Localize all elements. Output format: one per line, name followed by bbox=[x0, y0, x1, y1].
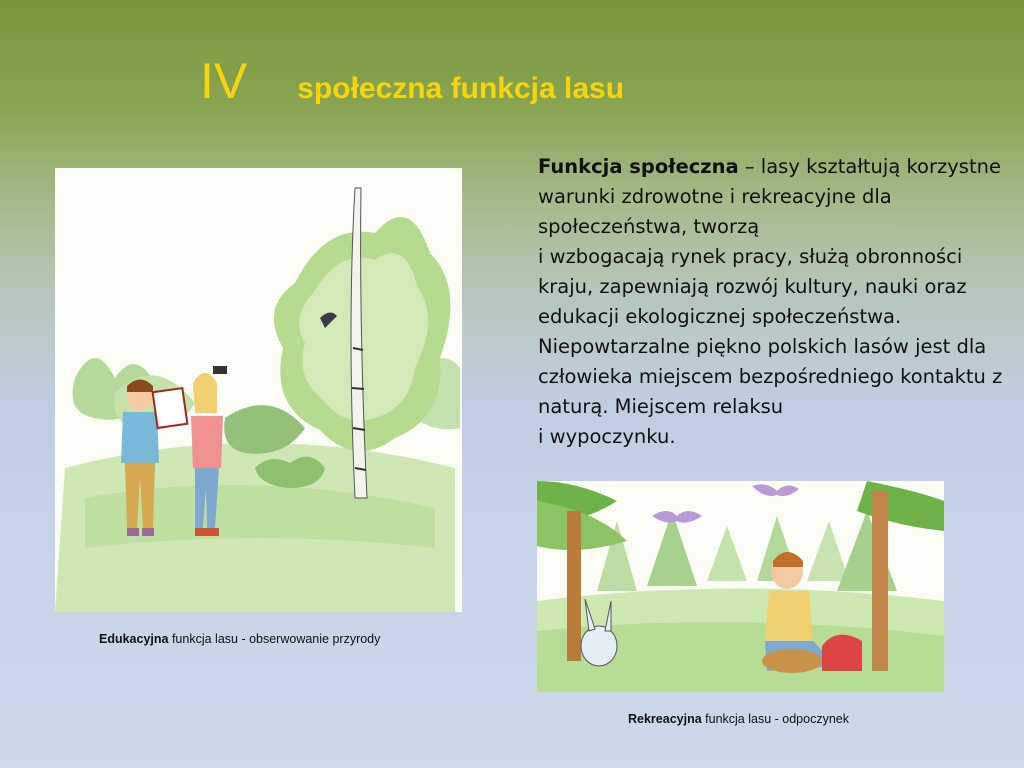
caption-education bbox=[99, 632, 380, 646]
slide-title bbox=[200, 52, 624, 112]
paragraph-3: i wypoczynku. bbox=[538, 425, 676, 448]
term-bold: Funkcja społeczna bbox=[538, 155, 739, 178]
paragraph-2: i wzbogacają rynek pracy, służą obronności kraju, zapewniają rozwój kultury, nauki oraz edukacji ekologicznej społeczeństwa. Niepowtarzalne piękno polskich lasów jest dla człowieka miejscem bezpośredniego kontaktu z naturą. Miejscem relaksu bbox=[538, 245, 1003, 418]
description-text bbox=[538, 152, 1014, 452]
paragraph-1 bbox=[538, 152, 1014, 242]
caption-recreation bbox=[628, 712, 849, 726]
paragraph-1-text: – lasy kształtują korzystne warunki zdrowotne i rekreacyjne dla społeczeństwa, tworzą bbox=[538, 155, 1001, 238]
caption-education-bold: Edukacyjna bbox=[99, 632, 169, 646]
illustration-education bbox=[55, 168, 462, 612]
caption-education-text: funkcja lasu - obserwowanie przyrody bbox=[168, 632, 381, 646]
caption-recreation-bold: Rekreacyjna bbox=[628, 712, 702, 726]
illustration-recreation bbox=[537, 481, 944, 692]
slide-title-text: społeczna funkcja lasu bbox=[297, 72, 625, 105]
slide-number: IV bbox=[200, 53, 248, 109]
caption-recreation-text: funkcja lasu - odpoczynek bbox=[701, 712, 849, 726]
